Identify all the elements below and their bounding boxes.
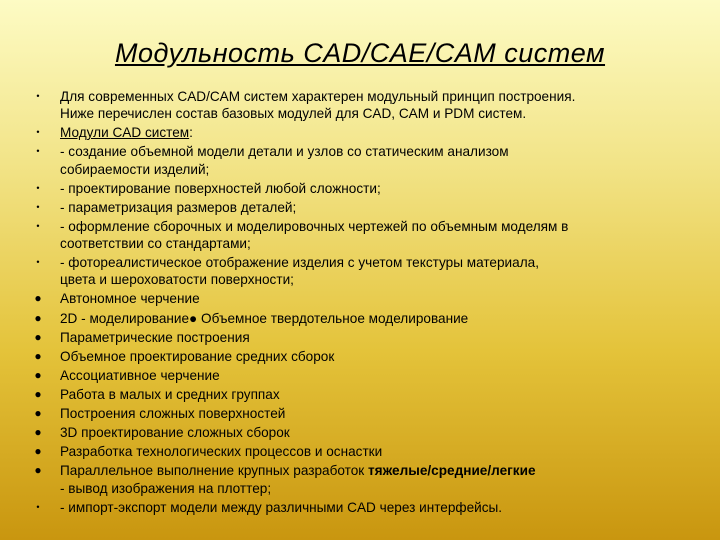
- bullet-icon: ●: [34, 463, 42, 478]
- item-text: 3D проектирование сложных сборок: [60, 425, 290, 441]
- list-item: [32, 424, 704, 441]
- bullet-icon: ●: [34, 386, 42, 401]
- list-item: [32, 329, 704, 346]
- item-text: Ассоциативное черчение: [60, 367, 220, 383]
- bullet-icon: ●: [34, 406, 42, 421]
- item-text: Объемное твердотельное моделирование: [197, 310, 469, 326]
- list-item: [32, 180, 704, 197]
- list-item: [32, 405, 704, 422]
- item-text: - импорт-экспорт модели между различными CAD через интерфейсы.: [60, 499, 503, 515]
- bullet-icon: ●: [34, 425, 42, 440]
- list-item: [32, 367, 704, 384]
- item-text: Разработка технологических процессов и оснастки: [60, 444, 383, 460]
- list-item: [32, 290, 704, 307]
- bullet-icon: ●: [34, 310, 42, 325]
- bullet-icon: ●: [34, 367, 42, 382]
- list-item: [32, 143, 704, 177]
- item-text: - создание объемной модели детали и узлов со статическим анализом: [60, 144, 509, 160]
- list-item: [32, 199, 704, 216]
- bullet-icon: •: [36, 182, 40, 193]
- list-item: [32, 462, 704, 496]
- bullet-list: [32, 88, 704, 518]
- item-text: - параметризация размеров деталей;: [60, 199, 297, 215]
- item-text: цвета и шероховатости поверхности;: [60, 272, 294, 288]
- item-text: - оформление сборочных и моделировочных чертежей по объемным моделям в: [60, 218, 569, 234]
- bullet-icon: •: [36, 91, 40, 101]
- bullet-icon: •: [36, 220, 40, 231]
- list-item: [32, 88, 704, 122]
- item-text: Объемное проектирование средних сборок: [60, 348, 335, 364]
- slide-title: Модульность CAD/CAE/CAM систем: [114, 38, 606, 68]
- item-label: Модули CAD систем: [60, 125, 190, 141]
- bullet-icon: •: [36, 127, 40, 138]
- bullet-icon: •: [36, 501, 40, 512]
- item-text: собираемости изделий;: [60, 161, 210, 177]
- bullet-icon: •: [36, 146, 40, 157]
- bullet-icon: ●: [34, 291, 42, 306]
- item-text: Построения сложных поверхностей: [60, 406, 286, 422]
- list-item: [32, 386, 704, 403]
- item-text: Автономное черчение: [60, 291, 200, 307]
- bullet-icon: ●: [34, 329, 42, 344]
- bullet-icon: •: [36, 201, 40, 212]
- list-item: [32, 124, 704, 141]
- list-item: [32, 499, 704, 516]
- item-emphasis: тяжелые/средние/легкие: [367, 463, 536, 479]
- item-suffix: :: [189, 125, 193, 141]
- item-text: Параметрические построения: [60, 329, 250, 345]
- item-text: соответствии со стандартами;: [60, 236, 251, 252]
- list-item: [32, 443, 704, 460]
- inline-bullet-icon: ●: [189, 310, 198, 326]
- item-text: Ниже перечислен состав базовых модулей для CAD, CAM и PDM систем.: [60, 106, 527, 122]
- item-text: Работа в малых и средних группах: [60, 386, 280, 402]
- bullet-icon: •: [36, 257, 40, 268]
- item-text: Параллельное выполнение крупных разработок: [60, 463, 368, 479]
- item-text: - вывод изображения на плоттер;: [60, 480, 272, 496]
- list-item: [32, 348, 704, 365]
- list-item: [32, 218, 704, 252]
- item-text: Для современных CAD/CAM систем характерен модульный принцип построения.: [60, 89, 576, 104]
- list-item: [32, 310, 704, 327]
- item-text: - проектирование поверхностей любой сложности;: [60, 180, 381, 196]
- item-text: 2D - моделирование: [60, 310, 190, 326]
- bullet-icon: ●: [34, 348, 42, 363]
- bullet-icon: ●: [34, 444, 42, 459]
- item-text: - фотореалистическое отображение изделия с учетом текстуры материала,: [60, 255, 539, 271]
- list-item: [32, 254, 704, 288]
